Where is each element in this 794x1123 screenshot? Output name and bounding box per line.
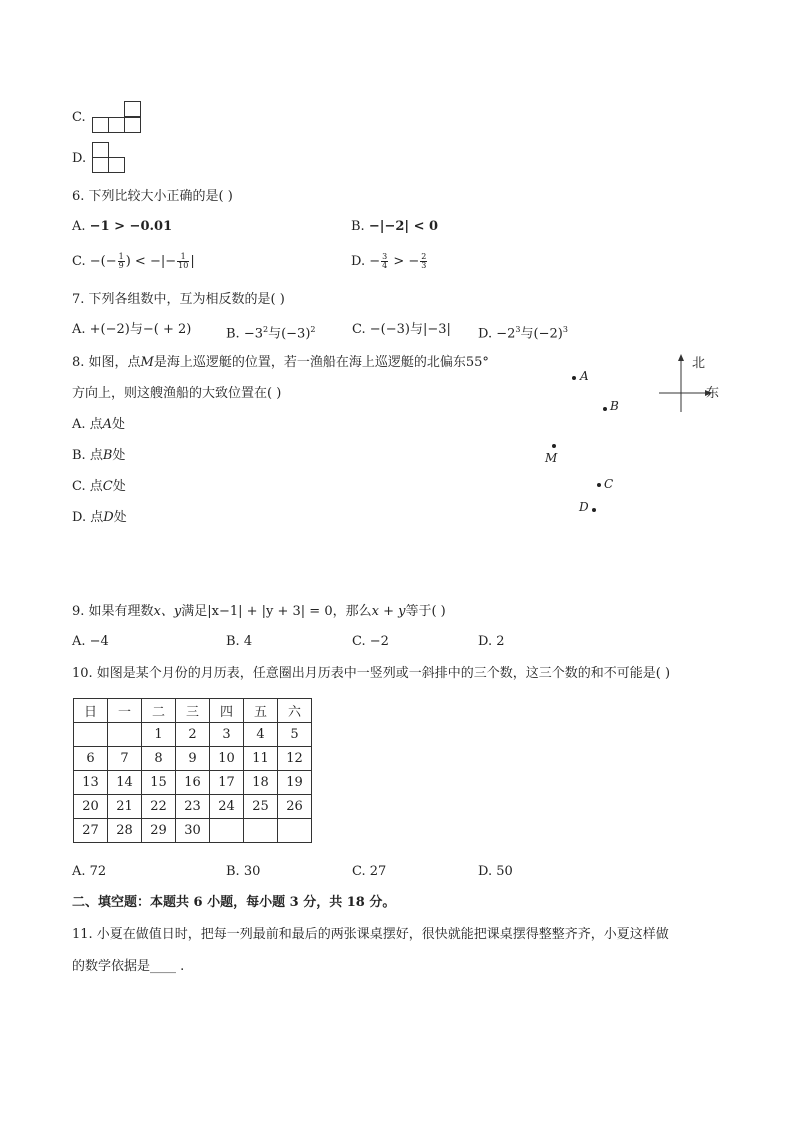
calendar-cell: 12 — [278, 747, 312, 771]
calendar-cell: 2 — [176, 723, 210, 747]
point-d — [592, 508, 596, 512]
q10-stem: 10. 如图是某个月份的月历表，任意圈出月历表中一竖列或一斜排中的三个数，这三个数的和不可能是( ) — [72, 666, 671, 681]
calendar-cell — [74, 723, 108, 747]
q9-option-d: D. 2 — [478, 634, 505, 649]
point-c — [597, 483, 601, 487]
q9-option-b: B. 4 — [226, 634, 253, 649]
q8-option-b: B. 点B处 — [72, 448, 126, 463]
q6-option-d: D. − $\frac{3}{4}$ > − $\frac{2}{3}$ — [351, 252, 427, 270]
compass-arrows-icon — [655, 352, 715, 414]
calendar-header-cell: 日 — [74, 699, 108, 723]
q10-option-b: B. 30 — [226, 864, 261, 879]
calendar-cell: 28 — [108, 819, 142, 843]
calendar-cell: 21 — [108, 795, 142, 819]
calendar-cell: 5 — [278, 723, 312, 747]
calendar-cell: 10 — [210, 747, 244, 771]
calendar-table — [73, 698, 312, 843]
calendar-cell: 20 — [74, 795, 108, 819]
calendar-row — [74, 747, 312, 771]
q10-option-c: C. 27 — [352, 864, 387, 879]
q8-stem-line2: 方向上，则这艘渔船的大致位置在( ) — [72, 386, 282, 401]
calendar-cell: 22 — [142, 795, 176, 819]
point-b-label: B — [610, 399, 619, 413]
q5-option-c-label: C. — [72, 110, 86, 125]
section-2-title: 二、填空题：本题共 6 小题，每小题 3 分，共 18 分。 — [72, 895, 396, 910]
q11-line1: 11. 小夏在做值日时，把每一列最前和最后的两张课桌摆好，很快就能把课桌摆得整整齐齐，小夏这样做 — [72, 927, 669, 942]
point-c-label: C — [604, 477, 614, 491]
calendar-header-row — [74, 699, 312, 723]
calendar-header-cell: 六 — [278, 699, 312, 723]
calendar-cell: 24 — [210, 795, 244, 819]
calendar-header-cell: 三 — [176, 699, 210, 723]
q8-option-c: C. 点C处 — [72, 479, 126, 494]
calendar-cell — [108, 723, 142, 747]
calendar-cell: 11 — [244, 747, 278, 771]
calendar-cell: 23 — [176, 795, 210, 819]
calendar-row — [74, 795, 312, 819]
q7-option-d: D. $-2^3$与$(-2)^3$ — [478, 325, 568, 342]
calendar-cell: 25 — [244, 795, 278, 819]
q7-option-a: A. +(−2)与−( + 2) — [72, 322, 192, 337]
calendar-cell: 30 — [176, 819, 210, 843]
q11-line2: 的数学依据是____ . — [72, 959, 185, 974]
calendar-cell — [210, 819, 244, 843]
calendar-cell: 6 — [74, 747, 108, 771]
calendar-cell: 9 — [176, 747, 210, 771]
calendar-cell: 27 — [74, 819, 108, 843]
q6-option-b: B. −|−2| < 0 — [351, 219, 439, 234]
q6-option-c: C. −(− $\frac{1}{9}$ ) < −|− $\frac{1}{10}$ | — [72, 252, 195, 270]
calendar-cell — [278, 819, 312, 843]
calendar-cell — [244, 819, 278, 843]
north-label: 北 — [692, 356, 706, 371]
calendar-cell: 19 — [278, 771, 312, 795]
calendar-row — [74, 819, 312, 843]
point-a-label: A — [580, 369, 589, 383]
calendar-cell: 18 — [244, 771, 278, 795]
calendar-cell: 3 — [210, 723, 244, 747]
calendar-row — [74, 771, 312, 795]
q6-stem: 6. 下列比较大小正确的是( ) — [72, 189, 233, 204]
calendar-header-cell: 一 — [108, 699, 142, 723]
calendar-cell: 14 — [108, 771, 142, 795]
q6-option-a: A. −1 > −0.01 — [72, 219, 173, 234]
q8-option-d: D. 点D处 — [72, 510, 127, 525]
q8-stem-line1: 8. 如图，点M是海上巡逻艇的位置，若一渔船在海上巡逻艇的北偏东55° — [72, 355, 489, 370]
calendar-cell: 8 — [142, 747, 176, 771]
calendar-header-cell: 五 — [244, 699, 278, 723]
calendar-cell: 7 — [108, 747, 142, 771]
point-m — [552, 444, 556, 448]
calendar-cell: 26 — [278, 795, 312, 819]
q8-option-a: A. 点A处 — [72, 417, 126, 432]
point-d-label: D — [579, 500, 589, 514]
calendar-cell: 13 — [74, 771, 108, 795]
calendar-row — [74, 723, 312, 747]
east-label: 东 — [706, 386, 720, 401]
q10-option-a: A. 72 — [72, 864, 107, 879]
q9-option-c: C. −2 — [352, 634, 389, 649]
calendar-cell: 1 — [142, 723, 176, 747]
calendar-header-cell: 四 — [210, 699, 244, 723]
q5-option-d-label: D. — [72, 151, 87, 166]
calendar-cell: 17 — [210, 771, 244, 795]
q9-stem: 9. 如果有理数x、y满足|x−1| + |y + 3| = 0，那么x + y等于( ) — [72, 604, 446, 619]
q7-option-c: C. −(−3)与|−3| — [352, 322, 451, 337]
point-a — [572, 376, 576, 380]
q7-option-b: B. $-3^2$与$(-3)^2$ — [226, 325, 316, 342]
calendar-header-cell: 二 — [142, 699, 176, 723]
q10-option-d: D. 50 — [478, 864, 513, 879]
calendar-cell: 15 — [142, 771, 176, 795]
q7-stem: 7. 下列各组数中，互为相反数的是( ) — [72, 292, 285, 307]
point-b — [603, 407, 607, 411]
calendar-cell: 4 — [244, 723, 278, 747]
point-m-label: M — [545, 451, 558, 465]
calendar-cell: 29 — [142, 819, 176, 843]
q9-option-a: A. −4 — [72, 634, 109, 649]
calendar-cell: 16 — [176, 771, 210, 795]
